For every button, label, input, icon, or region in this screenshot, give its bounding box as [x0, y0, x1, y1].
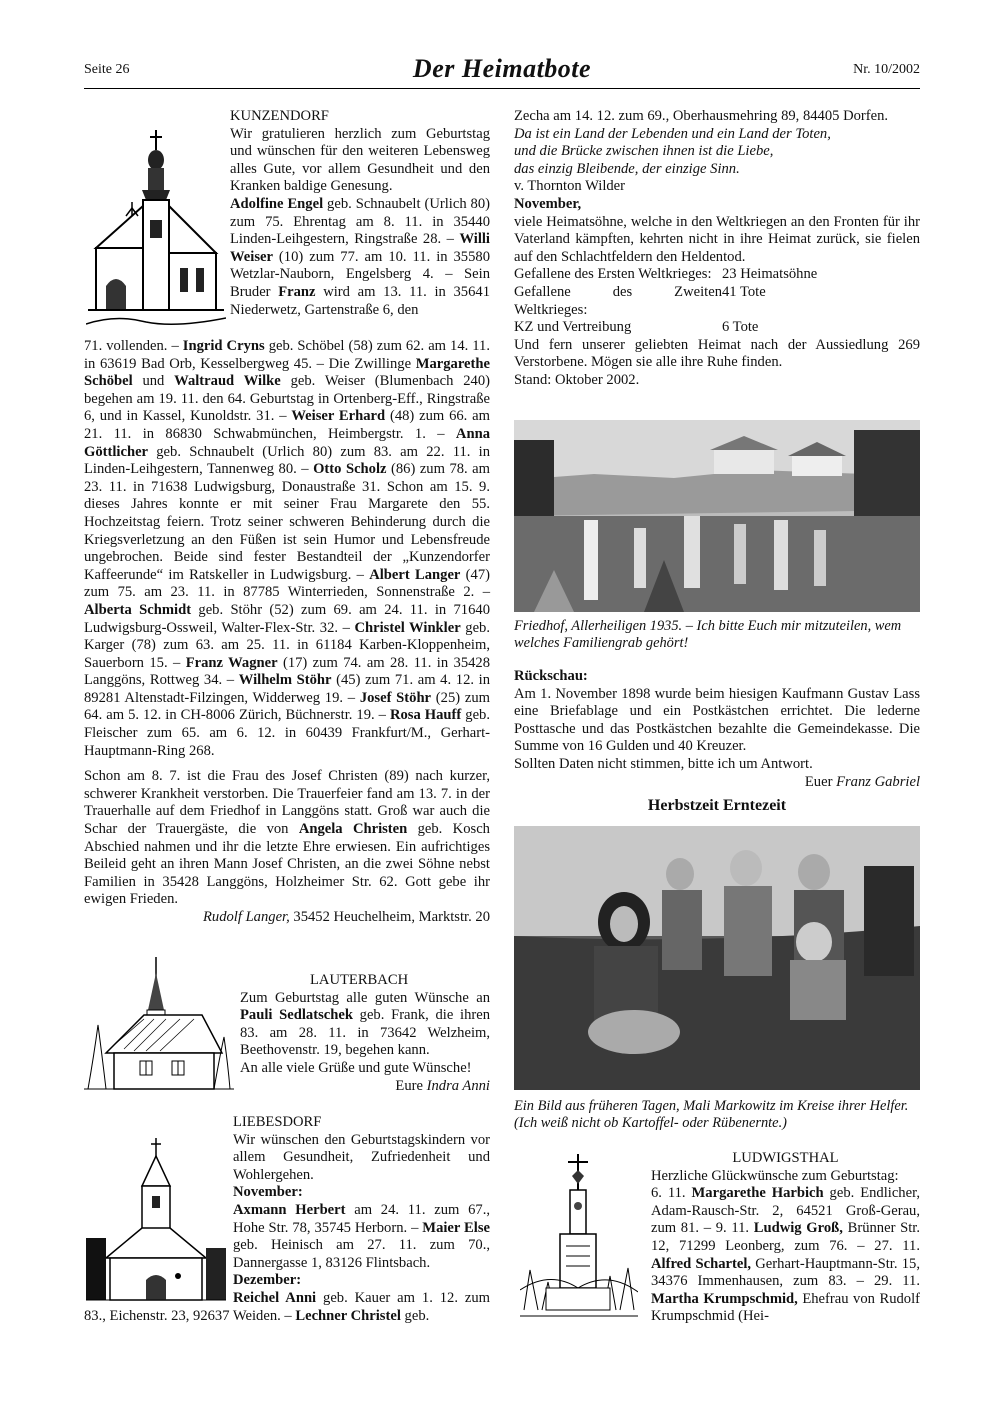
page-number: Seite 26 [84, 62, 130, 77]
issue-number: Nr. 10/2002 [853, 62, 920, 77]
rueckschau-section [514, 668, 920, 815]
cemetery-photo [514, 420, 920, 612]
ludwigsthal-birthdays: 6. 11. Margarethe Harbich geb. Endlicher, Adam-Rausch-Str. 2, 64521 Groß-Gerau, zum 81. – 9. 11. Ludwig Groß, Brünner Str. 12, 71299 Leonberg, zum 76. – 27. 11. Alfred Schartel, Gerhart-Hauptmann-Str. 15, 34376 Immenhausen, zum 83. – 29. 11. Martha Krumpschmid, Ehefrau von Rudolf Krumpschmid (Hei- [651, 1185, 920, 1325]
ludwigsthal-heading: LUDWIGSTHAL [732, 1150, 839, 1166]
stat-value-2: 41 Tote [722, 283, 766, 300]
november-heading: November, [514, 195, 582, 212]
kunzendorf-heading: KUNZENDORF [230, 108, 329, 124]
liebesdorf-november-text: Axmann Herbert am 24. 11. zum 67., Hohe Str. 78, 35745 Herborn. – Maier Else geb. Heinisch am 27. 11. zum 70., Dannergasse 1, 83126 Flintsbach. [233, 1201, 490, 1271]
stat-value-1: 23 Heimatsöhne [722, 266, 818, 283]
harvest-photo [514, 826, 920, 1090]
aussiedlung-text: Und fern unserer geliebten Heimat nach der Aussiedlung 269 Verstorbene. Mögen sie alle ihre Ruhe finden. [514, 336, 920, 371]
rueckschau-signature: Euer Franz Gabriel [804, 773, 920, 790]
liebesdorf-section [84, 1114, 491, 1325]
kunzendorf-church-illustration [86, 128, 226, 328]
lauterbach-chapel-illustration [84, 955, 234, 1095]
kunzendorf-section [230, 108, 490, 319]
casualty-stats [514, 266, 920, 336]
kunzendorf-birthdays [84, 338, 490, 927]
zecha-line: Zecha am 14. 12. zum 69., Oberhausmehring 89, 84405 Dorfen. [514, 108, 889, 124]
right-column-top [514, 108, 920, 390]
kunzendorf-t3-start: wird am 13. 11. in 35641 Niederwetz, Gartenstraße 6, den [230, 283, 490, 318]
stat-value-3: 6 Tote [722, 319, 759, 336]
harvest-caption: Ein Bild aus früheren Tagen, Mali Markowitz im Kreise ihrer Helfer. (Ich weiß nicht ob Kartoffel- oder Rübenernte.) [514, 1098, 909, 1132]
liebesdorf-intro: Wir wünschen den Geburtstagskindern vor allem Gesundheit, Zufriedenheit und Wohlergehen. [233, 1131, 490, 1183]
liebesdorf-church-illustration [86, 1138, 226, 1308]
kunzendorf-birthdays-top: Adolfine Engel geb. Schnaubelt (Urlich 80) zum 75. Ehrentag am 8. 11. in 35440 Linden-Leihgestern, Ringstraße 28. – Willi Weiser (10) zum 77. am 10. 11. in 35580 Wetzlar-Nauborn, Engelsberg 4. – Sein Bruder Franz wird am 13. 11. in 35641 Niederwetz, Gartenstraße 6, den [230, 195, 490, 318]
ludwigsthal-intro: Herzliche Glückwünsche zum Geburtstag: [651, 1167, 899, 1184]
kunzendorf-intro: Wir gratulieren herzlich zum Geburtstag und wünschen für den weiteren Lebensweg alles Gute, vor allem Gesundheit und den Kranken baldige Genesung. [230, 125, 490, 195]
kunzendorf-obituary: Schon am 8. 7. ist die Frau des Josef Christen (89) nach kurzer, schwerer Krankheit verstorben. Die Trauerfeier fand am 13. 7. in der Trauerhalle auf dem Friedhof in Langgöns statt. Groß war auch die Schar der Trauergäste, die von Angela Christen geb. Kosch Abschied nahmen und ihr die letzte Ehre erwiesen. Ein aufrichtiges Beileid geht an ihren Mann Josef Christen, an die zwei Söhne nebst Familien in 35428 Langgöns, Holzheimer Str. 62. Gott gebe ihr ewigen Frieden. [84, 768, 490, 908]
herbstzeit-heading: Herbstzeit Erntezeit [647, 797, 787, 815]
lauterbach-text: Zum Geburtstag alle guten Wünsche an Pauli Sedlatschek geb. Frank, die ihren 83. am 28. 11. in 73642 Welzheim, Beethovenstr. 19, begehen kann. [240, 989, 490, 1059]
page-header [84, 54, 920, 89]
rueckschau-text: Am 1. November 1898 wurde beim hiesigen Kaufmann Gustav Lass eine Briefablage und ein Postkästchen errichtet. Die lederne Posttasche und das Postkästchen bezahlte die Gemeindekasse. Die Summe von 16 Gulden und 40 Kreuzer. [514, 685, 920, 755]
liebesdorf-heading: LIEBESDORF [233, 1114, 322, 1130]
liebesdorf-november: November: [233, 1184, 303, 1201]
liebesdorf-december-text: Reichel Anni geb. Kauer am 1. 12. zum 83., Eichenstr. 23, 92637 Weiden. – Lechner Christel geb. [84, 1289, 491, 1324]
ludwigsthal-wayside-cross-illustration [520, 1150, 638, 1330]
poem-author: v. Thornton Wilder [514, 178, 626, 195]
ludwigsthal-section [651, 1150, 920, 1326]
stand-line: Stand: Oktober 2002. [514, 371, 640, 388]
lauterbach-section [240, 972, 490, 1095]
masthead-title: Der Heimatbote [412, 54, 592, 83]
liebesdorf-december: Dezember: [233, 1272, 302, 1289]
cemetery-caption: Friedhof, Allerheiligen 1935. – Ich bitte Euch mir mitzuteilen, wem welches Familiengrab gehört! [514, 618, 902, 652]
poem-line-3: das einzig Bleibende, der einzige Sinn. [514, 160, 740, 177]
rueckschau-request: Sollten Daten nicht stimmen, bitte ich um Antwort. [514, 755, 813, 772]
poem-line-2: und die Brücke zwischen ihnen ist die Liebe, [514, 143, 774, 160]
lauterbach-greeting: An alle viele Grüße und gute Wünsche! [240, 1059, 472, 1076]
november-text: viele Heimatsöhne, welche in den Weltkriegen an den Fronten für ihr Vaterland kämpften, kehrten nicht in ihre Heimat zurück, sie fielen auf den Schlachtfeldern den Heldentod. [514, 213, 920, 265]
stat-label-2: Gefallene des Zweiten Weltkrieges: [514, 283, 722, 318]
stat-label-1: Gefallene des Ersten Weltkrieges: [514, 266, 712, 283]
stat-label-3: KZ und Vertreibung [514, 319, 632, 336]
lauterbach-heading: LAUTERBACH [310, 972, 409, 988]
lauterbach-signature: Eure Indra Anni [395, 1077, 490, 1094]
kunzendorf-signature: Rudolf Langer, 35452 Heuchelheim, Marktstr. 20 [203, 909, 490, 925]
kunzendorf-birthdays-text: 71. vollenden. – Ingrid Cryns geb. Schöbel (58) zum 62. am 14. 11. in 63619 Bad Orb, Kesselbergweg 45. – Die Zwillinge Margarethe Schöbel und Waltraud Wilke geb. Weiser (Blumenbach 240) begehen am 19. 11. den 64. Geburtstag in Ortenberg-Eff., Ringstraße 6, und in Kassel, Kunoldstr. 31. – Weiser Erhard (48) zum 66. am 21. 11. in 86830 Schwabmünchen, Heimbergstr. 1. – Anna Göttlicher geb. Schnaubelt (Urlich 80) zum 83. am 22. 11. in Linden-Leihgestern, Tannenweg 80. – Otto Scholz (86) zum 78. am 23. 11. in 71638 Ludwigsburg, Donaustraße 31. Schon am 15. 9. dieses Jahres konnte er mit seiner Frau Margarete den 55. Hochzeitstag feiern. Trotz seiner schweren Behinderung durch die Kriegsverletzung an den Füßen ist sein Humor und Lebensfreude ungebrochen. Beide sind fester Bestandteil der „Kunzendorfer Kaffeerunde“ im Ratskeller in Ludwigsburg. – Albert Langer (47) zum 75. am 23. 11. in 87785 Winterrieden, Sonnenstraße 2. – Alberta Schmidt geb. Stöhr (52) zum 69. am 24. 11. in 71640 Ludwigsburg-Ossweil, Walter-Flex-Str. 32. – Christel Winkler geb. Karger (78) zum 63. am 25. 11. in 61184 Karben-Kloppenheim, Sauerborn 15. – Franz Wagner (17) zum 74. am 28. 11. in 35428 Langgöns, Rottweg 34. – Wilhelm Stöhr (45) zum 71. am 4. 12. in 89281 Altenstadt-Filzingen, Widderweg 19. – Josef Stöhr (25) zum 64. am 5. 12. in CH-8006 Zürich, Büchnerstr. 19. – Rosa Hauff geb. Fleischer zum 65. am 6. 12. in 60439 Frankfurt/M., Gerhart-Hauptmann-Ring 268. [84, 338, 491, 759]
rueckschau-heading: Rückschau: [514, 668, 588, 684]
poem-line-1: Da ist ein Land der Lebenden und ein Land der Toten, [514, 125, 831, 142]
